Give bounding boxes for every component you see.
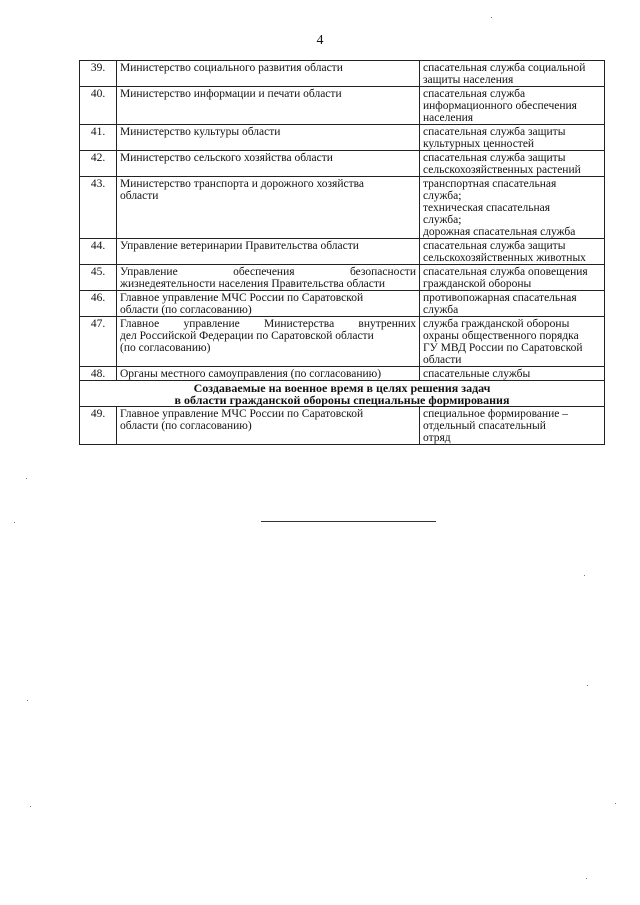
service-cell — [420, 87, 605, 125]
service-cell — [420, 367, 605, 381]
service-line: техническая спасательная — [423, 202, 551, 214]
organization-cell — [117, 239, 420, 265]
service-line: служба гражданской обороны — [423, 318, 570, 330]
service-line: спасательная служба защиты — [423, 126, 566, 138]
row-number: 44. — [80, 239, 117, 265]
service-cell — [420, 291, 605, 317]
service-line: охраны общественного порядка — [423, 330, 579, 342]
organization-line: Главное управление МЧС России по Саратовской — [120, 292, 364, 304]
organization-cell — [117, 177, 420, 239]
scan-speck — [491, 17, 492, 18]
service-line: противопожарная спасательная — [423, 292, 577, 304]
organization-cell — [117, 317, 420, 367]
organization-cell — [117, 87, 420, 125]
service-line: области — [423, 354, 462, 366]
organization-line: Министерство культуры области — [120, 126, 281, 138]
service-line: сельскохозяйственных растений — [423, 164, 581, 176]
service-line: служба — [423, 304, 459, 316]
service-line: специальное формирование – — [423, 408, 569, 420]
row-number: 43. — [80, 177, 117, 239]
organization-cell — [117, 61, 420, 87]
service-line: защиты населения — [423, 74, 514, 86]
service-line: спасательная служба оповещения — [423, 266, 588, 278]
organization-line — [120, 318, 416, 330]
row-number: 41. — [80, 125, 117, 151]
organization-cell — [117, 367, 420, 381]
service-line: спасательная служба защиты — [423, 240, 566, 252]
service-line: транспортная спасательная — [423, 178, 557, 190]
scan-speck — [586, 878, 587, 879]
service-line: дорожная спасательная служба — [423, 226, 576, 238]
table-row — [80, 177, 605, 239]
service-line: спасательная служба социальной — [423, 62, 586, 74]
table-row — [80, 61, 605, 87]
assignments-table — [79, 60, 605, 445]
row-number: 47. — [80, 317, 117, 367]
organization-line: области — [120, 190, 159, 202]
section-heading-line: в области гражданской обороны специальные формирования — [174, 393, 510, 407]
table-row — [80, 317, 605, 367]
service-line: ГУ МВД России по Саратовской — [423, 342, 583, 354]
service-line: служба; — [423, 214, 462, 226]
service-cell — [420, 239, 605, 265]
table-row — [80, 125, 605, 151]
organization-cell — [117, 265, 420, 291]
table-row — [80, 265, 605, 291]
section-heading-line: Создаваемые на военное время в целях решения задач — [193, 381, 491, 395]
organization-line — [120, 266, 416, 278]
service-cell — [420, 177, 605, 239]
service-line: отдельный спасательный — [423, 420, 546, 432]
service-cell — [420, 151, 605, 177]
closing-rule — [261, 521, 436, 522]
row-number: 42. — [80, 151, 117, 177]
organization-word: Главное — [120, 318, 160, 330]
organization-line: Министерство социального развития области — [120, 62, 343, 74]
organization-word: внутренних — [358, 318, 416, 330]
organization-word: безопасности — [349, 266, 416, 278]
service-line: служба; — [423, 190, 462, 202]
service-line: спасательные службы — [423, 368, 531, 380]
table-row — [80, 239, 605, 265]
service-line: культурных ценностей — [423, 138, 535, 150]
service-line: спасательная служба защиты — [423, 152, 566, 164]
organization-word: Управление — [120, 266, 178, 278]
organization-cell — [117, 125, 420, 151]
organization-cell — [117, 151, 420, 177]
organization-line: Министерство транспорта и дорожного хозяйства — [120, 178, 365, 190]
organization-word: Министерства — [263, 318, 335, 330]
organization-line: жизнедеятельности населения Правительства области — [120, 278, 386, 290]
service-cell — [420, 317, 605, 367]
table-row — [80, 291, 605, 317]
organization-line: дел Российской Федерации по Саратовской области — [120, 330, 374, 342]
service-line: отряд — [423, 432, 451, 444]
row-number: 39. — [80, 61, 117, 87]
table-row — [80, 407, 605, 445]
page-number: 4 — [316, 33, 324, 48]
organization-word: управление — [183, 318, 240, 330]
scan-speck — [14, 522, 15, 523]
organization-line: области (по согласованию) — [120, 304, 252, 316]
row-number: 45. — [80, 265, 117, 291]
scan-speck — [584, 575, 585, 576]
service-cell — [420, 407, 605, 445]
scan-speck — [30, 806, 31, 807]
organization-cell — [117, 407, 420, 445]
organization-line: Управление ветеринарии Правительства области — [120, 240, 359, 252]
service-cell — [420, 125, 605, 151]
scan-speck — [615, 803, 616, 804]
scan-speck — [26, 478, 27, 479]
organization-line: Органы местного самоуправления (по согласованию) — [120, 368, 382, 380]
scan-speck — [587, 685, 588, 686]
scan-speck — [27, 700, 28, 701]
service-line: информационного обеспечения — [423, 100, 577, 112]
service-line: населения — [423, 112, 474, 124]
service-line: спасательная служба — [423, 88, 526, 100]
organization-line: (по согласованию) — [120, 342, 211, 354]
service-cell — [420, 61, 605, 87]
organization-line: Министерство сельского хозяйства области — [120, 152, 333, 164]
service-line: гражданской обороны — [423, 278, 532, 290]
section-heading-row — [80, 381, 605, 407]
service-cell — [420, 265, 605, 291]
table-row — [80, 151, 605, 177]
service-line: сельскохозяйственных животных — [423, 252, 586, 264]
row-number: 48. — [80, 367, 117, 381]
table-row — [80, 367, 605, 381]
organization-cell — [117, 291, 420, 317]
section-heading — [80, 381, 605, 407]
row-number: 46. — [80, 291, 117, 317]
organization-line: Главное управление МЧС России по Саратовской — [120, 408, 364, 420]
row-number: 40. — [80, 87, 117, 125]
organization-line: области (по согласованию) — [120, 420, 252, 432]
organization-line: Министерство информации и печати области — [120, 88, 342, 100]
table-row — [80, 87, 605, 125]
row-number: 49. — [80, 407, 117, 445]
organization-word: обеспечения — [233, 266, 295, 278]
